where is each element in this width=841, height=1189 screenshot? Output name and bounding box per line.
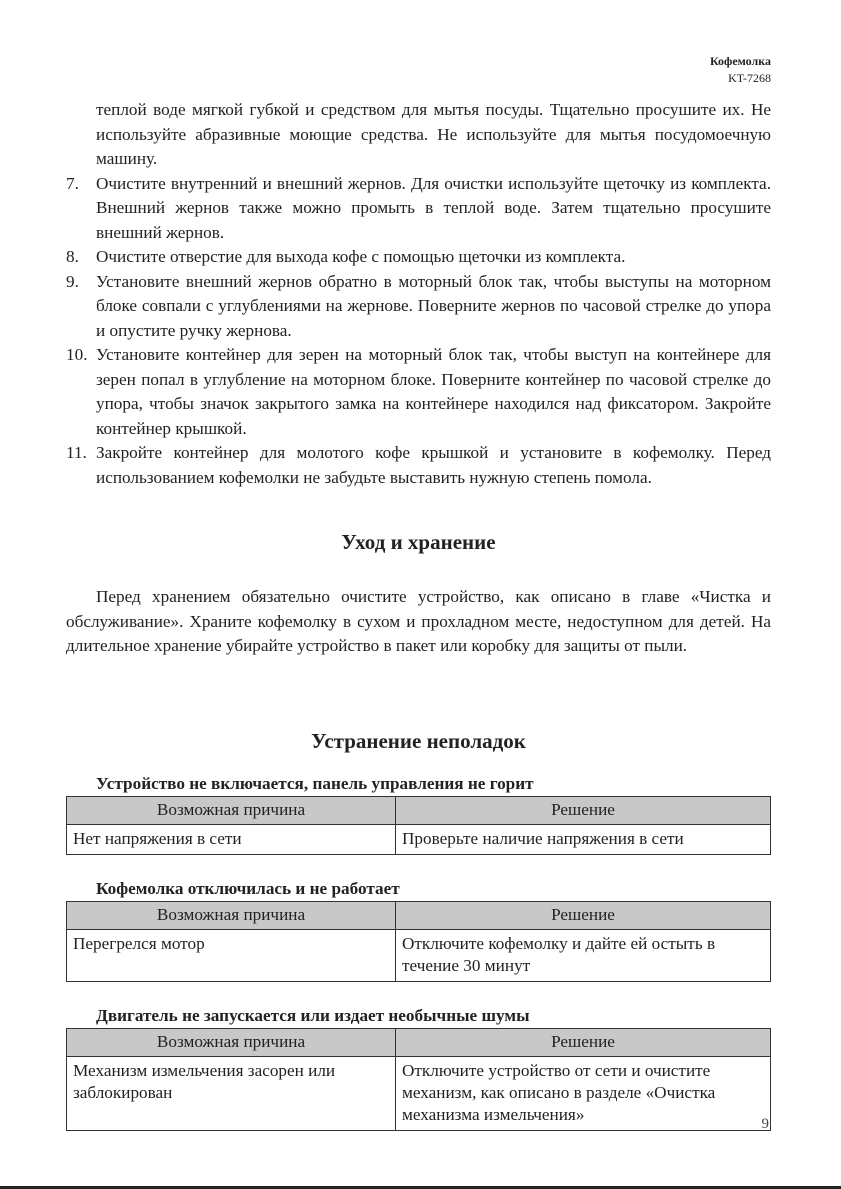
list-item: [66, 343, 771, 441]
care-section-title: Уход и хранение: [341, 530, 496, 554]
list-item: [66, 172, 771, 246]
troubleshooting-table: [66, 1028, 771, 1131]
list-item: [66, 270, 771, 344]
step-text: Установите внешний жернов обратно в моторный блок так, чтобы выступы на моторном блоке совпали с углублениями на жернове. Поверните жернов по часовой стрелке до упора и опустите ручку жернова.: [96, 271, 771, 340]
troubleshooting-table: [66, 901, 771, 982]
table-header-row: [67, 1028, 771, 1056]
cause-cell: Механизм измельчения засорен или заблокирован: [67, 1056, 396, 1130]
column-header-cause: Возможная причина: [67, 1028, 396, 1056]
page-number: 9: [761, 1116, 769, 1132]
column-header-solution: Решение: [396, 796, 771, 824]
running-header: [710, 53, 771, 87]
column-header-cause: Возможная причина: [67, 796, 396, 824]
column-header-solution: Решение: [396, 901, 771, 929]
problem-heading: Двигатель не запускается или издает необычные шумы: [96, 1005, 530, 1025]
table-row: [67, 824, 771, 854]
step-number: 9.: [66, 271, 79, 291]
problem-heading: Устройство не включается, панель управления не горит: [96, 773, 534, 793]
solution-cell: Отключите кофемолку и дайте ей остыть в течение 30 минут: [396, 929, 771, 981]
problem-heading: Кофемолка отключилась и не работает: [96, 878, 400, 898]
header-product-name: Кофемолка: [709, 54, 771, 68]
header-model: KT-7268: [728, 71, 771, 85]
step-text: Закройте контейнер для молотого кофе крышкой и установите в кофемолку. Перед использованием кофемолки не забудьте выставить нужную степень помола.: [96, 443, 771, 487]
solution-cell: Отключите устройство от сети и очистите механизм, как описано в разделе «Очистка механизма измельчения»: [396, 1056, 771, 1130]
cleaning-steps-list: [66, 172, 771, 491]
troubleshooting-title: Устранение неполадок: [311, 728, 526, 753]
table-header-row: [67, 796, 771, 824]
step-number: 11.: [66, 443, 87, 462]
step-number: 7.: [66, 173, 79, 193]
care-paragraph: Перед хранением обязательно очистите устройство, как описано в главе «Чистка и обслуживание». Храните кофемолку в сухом и прохладном месте, недоступном для детей. На длительное хранение убирайте устройство в пакет или коробку для защиты от пыли.: [66, 587, 771, 655]
list-item: [66, 441, 771, 490]
cause-cell: Перегрелся мотор: [67, 929, 396, 981]
cleaning-continuation: теплой воде мягкой губкой и средством для мытья посуды. Тщательно просушите их. Не используйте абразивные моющие средства. Не используйте для мытья посудомоечную машину.: [96, 100, 771, 168]
step-number: 8.: [66, 247, 79, 266]
step-text: Очистите отверстие для выхода кофе с помощью щеточки из комплекта.: [96, 247, 626, 266]
step-text: Установите контейнер для зерен на моторный блок так, чтобы выступ на контейнере для зерен попал в углубление на моторном блоке. Поверните контейнер по часовой стрелке до упора, чтобы значок закрытого замка на контейнере находился над фиксатором. Закройте контейнер крышкой.: [96, 345, 771, 438]
page-content: [66, 98, 771, 1131]
step-text: Очистите внутренний и внешний жернов. Для очистки используйте щеточку из комплекта. Внешний жернов также можно промыть в теплой воде. Затем тщательно просушите внешний жернов.: [96, 173, 771, 242]
troubleshooting-table: [66, 796, 771, 855]
column-header-cause: Возможная причина: [67, 901, 396, 929]
column-header-solution: Решение: [396, 1028, 771, 1056]
table-row: [67, 1056, 771, 1130]
list-item: [66, 245, 771, 270]
solution-cell: Проверьте наличие напряжения в сети: [396, 824, 771, 854]
table-row: [67, 929, 771, 981]
step-number: 10.: [66, 345, 88, 364]
cause-cell: Нет напряжения в сети: [67, 824, 396, 854]
table-header-row: [67, 901, 771, 929]
